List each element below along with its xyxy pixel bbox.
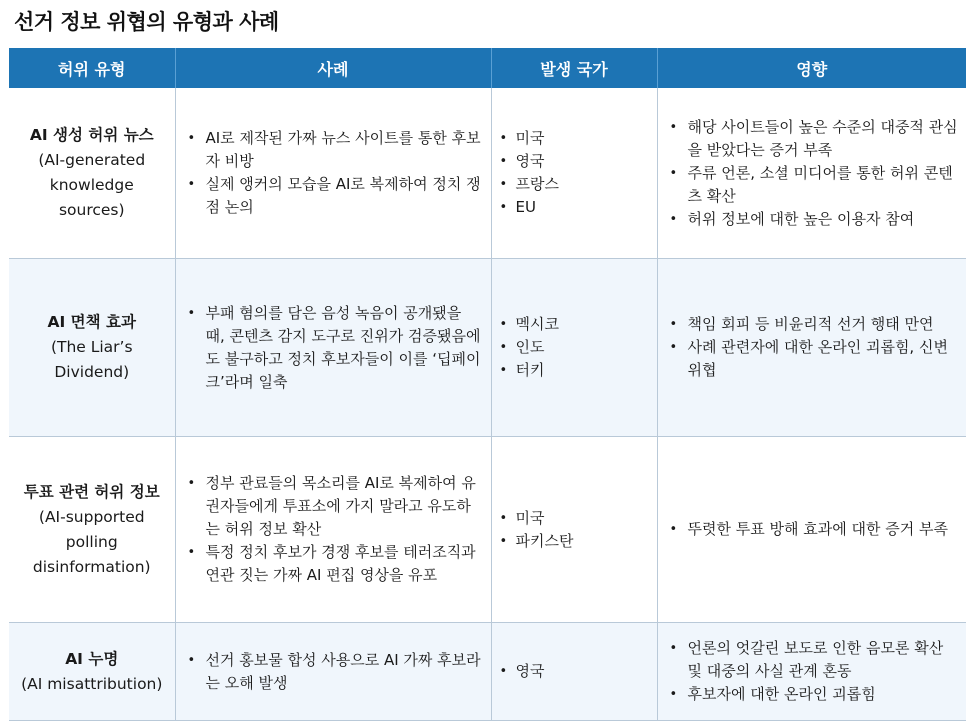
- case-item: • 실제 앵커의 모습을 AI로 복제하여 정치 쟁점 논의: [206, 173, 483, 219]
- case-item: • 선거 홍보물 합성 사용으로 AI 가짜 후보라는 오해 발생: [206, 649, 483, 695]
- case-cell: [175, 623, 491, 721]
- type-cell: [9, 623, 175, 721]
- country-cell: [491, 623, 657, 721]
- country-cell: [491, 88, 657, 259]
- header-impact: 영향: [657, 48, 966, 88]
- type-cell: [9, 88, 175, 259]
- type-name-ko: AI 누명: [65, 649, 119, 668]
- case-item: • 정부 관료들의 목소리를 AI로 복제하여 유권자들에게 투표소에 가지 말라고 유도하는 허위 정보 확산: [206, 472, 483, 541]
- table-row: [9, 259, 966, 437]
- case-cell: [175, 259, 491, 437]
- threat-types-table: [9, 48, 966, 721]
- type-name-en: (AI-generated knowledge sources): [38, 151, 146, 219]
- country-item: • 영국: [516, 660, 649, 683]
- country-item: • 미국: [516, 127, 649, 150]
- impact-item: • 언론의 엇갈린 보도로 인한 음모론 확산 및 대중의 사실 관계 혼동: [688, 637, 959, 683]
- header-country: 발생 국가: [491, 48, 657, 88]
- country-item: • 미국: [516, 507, 649, 530]
- table-row: [9, 623, 966, 721]
- impact-cell: [657, 88, 966, 259]
- country-item: • 영국: [516, 150, 649, 173]
- impact-cell: [657, 437, 966, 623]
- type-name-en: (AI-supported polling disinformation): [32, 507, 151, 576]
- case-item: • 부패 혐의를 담은 음성 녹음이 공개됐을 때, 콘텐츠 감지 도구로 진위가 검증됐음에도 불구하고 정치 후보자들이 이를 ‘딥페이크’라며 일축: [206, 302, 483, 394]
- impact-cell: [657, 623, 966, 721]
- impact-item: • 책임 회피 등 비윤리적 선거 행태 만연: [688, 313, 959, 336]
- country-item: • 프랑스: [516, 173, 649, 196]
- type-cell: [9, 437, 175, 623]
- country-item: • 인도: [516, 336, 649, 359]
- type-name-ko: 투표 관련 허위 정보: [23, 482, 160, 501]
- country-cell: [491, 437, 657, 623]
- type-cell: [9, 259, 175, 437]
- case-item: • 특정 정치 후보가 경쟁 후보를 테러조직과 연관 짓는 가짜 AI 편집 영상을 유포: [206, 541, 483, 587]
- impact-item: • 해당 사이트들이 높은 수준의 대중적 관심을 받았다는 증거 부족: [688, 116, 959, 162]
- type-name-ko: AI 면책 효과: [47, 313, 136, 331]
- country-item: • 터키: [516, 359, 649, 382]
- case-cell: [175, 88, 491, 259]
- table-header-row: [9, 48, 966, 88]
- impact-item: • 허위 정보에 대한 높은 이용자 참여: [688, 208, 959, 231]
- impact-item: • 뚜렷한 투표 방해 효과에 대한 증거 부족: [688, 518, 959, 541]
- case-item: • AI로 제작된 가짜 뉴스 사이트를 통한 후보자 비방: [206, 127, 483, 173]
- type-name-en: (The Liar’s Dividend): [50, 338, 133, 381]
- header-case: 사례: [175, 48, 491, 88]
- country-item: • 파키스탄: [516, 530, 649, 553]
- type-name-ko: AI 생성 허위 뉴스: [29, 126, 154, 144]
- impact-cell: [657, 259, 966, 437]
- page-title: 선거 정보 위협의 유형과 사례: [14, 10, 279, 34]
- case-cell: [175, 437, 491, 623]
- impact-item: • 주류 언론, 소셜 미디어를 통한 허위 콘텐츠 확산: [688, 162, 959, 208]
- country-item: • 멕시코: [516, 313, 649, 336]
- impact-item: • 후보자에 대한 온라인 괴롭힘: [688, 683, 959, 706]
- header-type: 허위 유형: [9, 48, 175, 88]
- impact-item: • 사례 관련자에 대한 온라인 괴롭힘, 신변 위협: [688, 336, 959, 382]
- country-item: • EU: [516, 196, 649, 219]
- country-cell: [491, 259, 657, 437]
- type-name-en: (AI misattribution): [21, 674, 163, 693]
- table-row: [9, 88, 966, 259]
- table-row: [9, 437, 966, 623]
